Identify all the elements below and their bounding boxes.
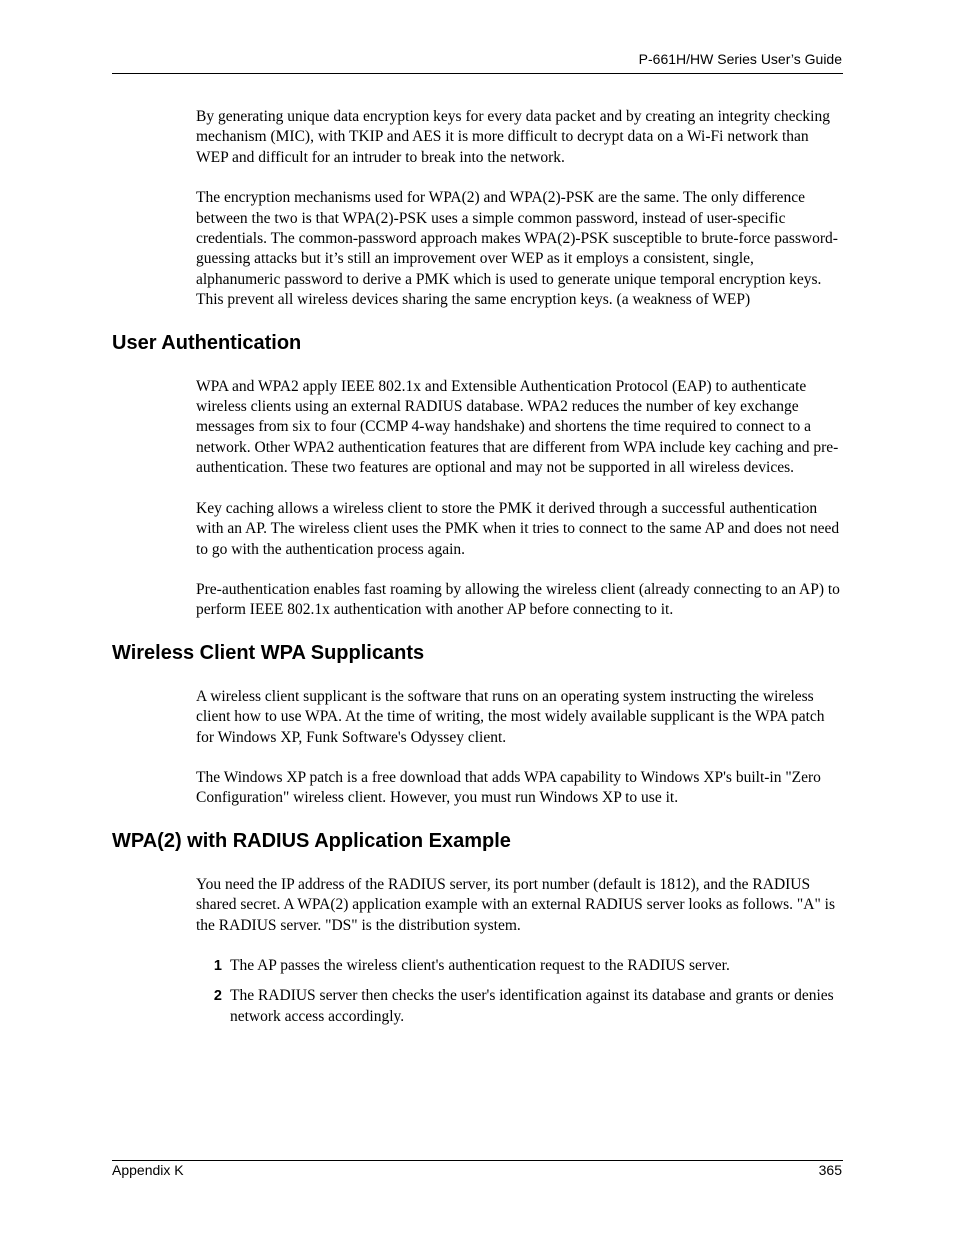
section-paragraph: Key caching allows a wireless client to store the PMK it derived through a successful authentication with an AP. The wireless client uses the PMK when it tries to connect to the same AP and does not need to go with the authentication process again. [196, 499, 840, 558]
section-paragraph: WPA and WPA2 apply IEEE 802.1x and Extensible Authentication Protocol (EAP) to authenticate wireless clients using an external RADIUS database. WPA2 reduces the number of key exchange messages from six to four (CCMP 4-way handshake) and shortens the time required to connect to a network. Other WPA2 authentication features that are different from WPA include key caching and pre-authentication. These two features are optional and may not be supported in all wireless devices. [196, 377, 839, 477]
footer-page-number: 365 [818, 1162, 842, 1178]
step-item [196, 986, 841, 1027]
footer-divider [112, 1160, 843, 1161]
footer-section-label: Appendix K [112, 1162, 184, 1178]
section-paragraph: The Windows XP patch is a free download that adds WPA capability to Windows XP's built-in "Zero Configuration" wireless client. However, you must run Windows XP to use it. [196, 768, 821, 807]
page-content [112, 107, 841, 1037]
step-list [196, 956, 841, 1027]
step-number: 2 [213, 988, 222, 1005]
header-divider [112, 73, 843, 74]
intro-paragraph: The encryption mechanisms used for WPA(2) and WPA(2)-PSK are the same. The only difference between the two is that WPA(2)-PSK uses a simple common password, instead of user-specific credentials. The common-password approach makes WPA(2)-PSK susceptible to brute-force password-guessing attacks but it’s still an improvement over WEP as it employs a consistent, single, alphanumeric password to derive a PMK which is used to generate unique temporal encryption keys. This prevent all wireless devices sharing the same encryption keys. (a weakness of WEP) [196, 189, 838, 309]
section-heading-radius-example: WPA(2) with RADIUS Application Example [112, 829, 511, 852]
section-paragraph: A wireless client supplicant is the software that runs on an operating system instructing the wireless client how to use WPA. At the time of writing, the most widely available supplicant is the WPA patch for Windows XP, Funk Software's Odyssey client. [196, 687, 825, 746]
section-heading-user-authentication: User Authentication [112, 331, 302, 354]
page-header-title: P-661H/HW Series User’s Guide [638, 51, 842, 67]
step-number: 1 [213, 957, 222, 974]
section-paragraph: You need the IP address of the RADIUS server, its port number (default is 1812), and the RADIUS shared secret. A WPA(2) application example with an external RADIUS server looks as follows. "A" is the RADIUS server. "DS" is the distribution system. [196, 875, 835, 934]
step-text: The AP passes the wireless client's authentication request to the RADIUS server. [230, 956, 730, 974]
intro-paragraph: By generating unique data encryption keys for every data packet and by creating an integrity checking mechanism (MIC), with TKIP and AES it is more difficult to decrypt data on a Wi-Fi network than WEP and difficult for an intruder to break into the network. [196, 108, 830, 166]
step-text: The RADIUS server then checks the user's identification against its database and grants or denies network access accordingly. [230, 987, 834, 1025]
section-paragraph: Pre-authentication enables fast roaming by allowing the wireless client (already connecting to an AP) to perform IEEE 802.1x authentication with another AP before connecting to it. [196, 580, 840, 619]
section-heading-wpa-supplicants: Wireless Client WPA Supplicants [112, 641, 425, 664]
step-item [196, 956, 841, 976]
